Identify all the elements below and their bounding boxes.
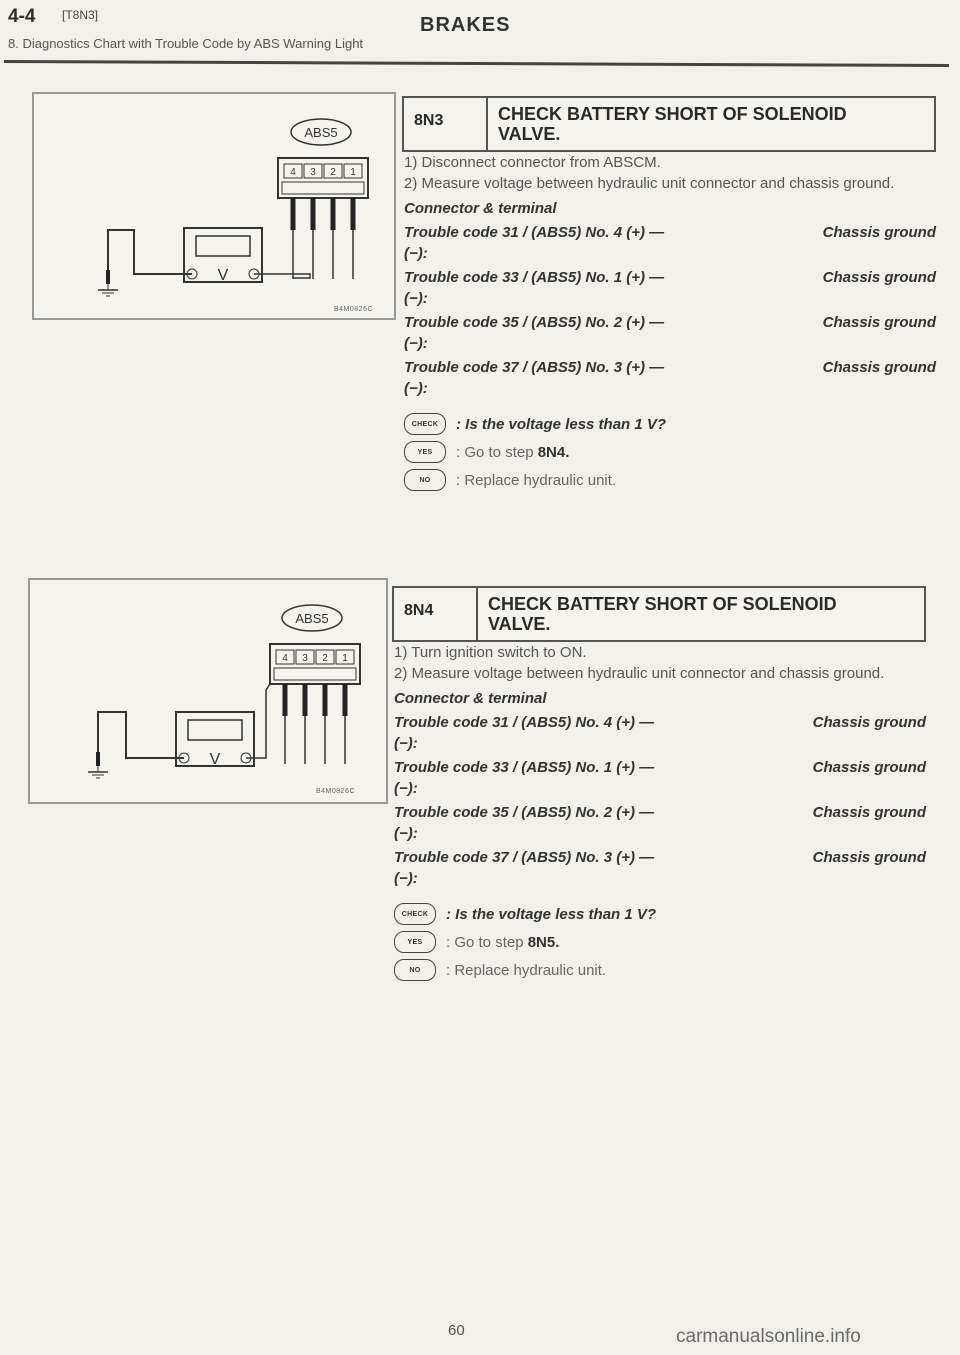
page-number: 60 — [448, 1322, 465, 1339]
terminal-negative: (−): — [394, 735, 418, 752]
voltmeter-label: V — [217, 267, 229, 284]
yes-step-ref: 8N4. — [537, 443, 570, 461]
no-text: : Replace hydraulic unit. — [446, 961, 607, 979]
connector-label: ABS5 — [304, 125, 338, 140]
step-number: 8N4 — [394, 588, 478, 640]
step-body — [402, 152, 936, 491]
terminal-row: Trouble code 33 / (ABS5) No. 1 (+) — Chassis ground — [394, 759, 926, 776]
step-8n3 — [402, 96, 936, 491]
header-rule — [4, 60, 949, 67]
terminal-negative: (−): — [404, 245, 428, 262]
section-tag: [T8N3] — [62, 8, 99, 22]
terminal-negative: (−): — [394, 870, 418, 887]
terminal-row: Trouble code 37 / (ABS5) No. 3 (+) — Chassis ground — [394, 849, 926, 866]
figure-code: B4M0826C — [316, 788, 356, 795]
question-text: : Is the voltage less than 1 V? — [456, 415, 667, 433]
page-header — [0, 0, 960, 80]
check-question — [404, 413, 936, 435]
terminal-row: Trouble code 35 / (ABS5) No. 2 (+) — Chassis ground — [394, 804, 926, 821]
pin-label: 3 — [310, 167, 316, 178]
yes-text: : Go to step — [456, 443, 534, 461]
voltmeter-connector-diagram — [34, 94, 394, 318]
terminal-row: Trouble code 35 / (ABS5) No. 2 (+) — Chassis ground — [404, 314, 936, 331]
voltmeter-connector-diagram — [30, 580, 386, 802]
check-badge-icon: CHECK — [394, 903, 436, 925]
instruction-2: 2) Measure voltage between hydraulic unit connector and chassis ground. — [394, 665, 885, 682]
terminal-row: Trouble code 37 / (ABS5) No. 3 (+) — Chassis ground — [404, 359, 936, 376]
terminal-negative: (−): — [394, 825, 418, 842]
yes-text: : Go to step — [446, 933, 524, 951]
connector-terminal-title: Connector & terminal — [404, 200, 557, 217]
yes-branch — [394, 931, 926, 953]
check-badge-icon: CHECK — [404, 413, 446, 435]
page-section-title: BRAKES — [420, 14, 511, 36]
terminal-negative: (−): — [404, 335, 428, 352]
terminal-row: Trouble code 31 / (ABS5) No. 4 (+) — Chassis ground — [404, 224, 936, 241]
pin-label: 4 — [290, 167, 296, 178]
step-body — [392, 642, 926, 981]
connector-terminal-title: Connector & terminal — [394, 690, 547, 707]
voltmeter-label: V — [209, 751, 221, 768]
pin-label: 1 — [342, 653, 348, 664]
no-badge-icon: NO — [404, 469, 446, 491]
no-badge-icon: NO — [394, 959, 436, 981]
terminal-negative: (−): — [404, 380, 428, 397]
step-title: CHECK BATTERY SHORT OF SOLENOID VALVE. — [488, 594, 837, 634]
terminal-row: Trouble code 33 / (ABS5) No. 1 (+) — Chassis ground — [404, 269, 936, 286]
wiring-figure-8n3 — [32, 92, 396, 320]
step-header — [392, 586, 926, 642]
wiring-figure-8n4 — [28, 578, 388, 804]
connector-label: ABS5 — [295, 611, 329, 626]
no-branch — [394, 959, 926, 981]
pin-label: 3 — [302, 653, 308, 664]
watermark[interactable]: carmanualsonline.info — [676, 1326, 861, 1347]
step-number: 8N3 — [404, 98, 488, 150]
instruction-1: 1) Turn ignition switch to ON. — [394, 644, 587, 661]
page-code: 4-4 — [8, 6, 36, 27]
pin-label: 4 — [282, 653, 288, 664]
no-branch — [404, 469, 936, 491]
yes-branch — [404, 441, 936, 463]
check-question — [394, 903, 926, 925]
pin-label: 2 — [322, 653, 328, 664]
step-title: CHECK BATTERY SHORT OF SOLENOID VALVE. — [498, 104, 847, 144]
question-text: : Is the voltage less than 1 V? — [446, 905, 657, 923]
yes-step-ref: 8N5. — [527, 933, 560, 951]
terminal-negative: (−): — [404, 290, 428, 307]
instruction-2: 2) Measure voltage between hydraulic unit connector and chassis ground. — [404, 175, 895, 192]
step-8n4 — [392, 586, 926, 981]
yes-badge-icon: YES — [404, 441, 446, 463]
terminal-negative: (−): — [394, 780, 418, 797]
figure-code: B4M0826C — [334, 306, 374, 313]
page-subtitle: 8. Diagnostics Chart with Trouble Code by ABS Warning Light — [8, 36, 364, 51]
pin-label: 1 — [350, 167, 356, 178]
instruction-1: 1) Disconnect connector from ABSCM. — [404, 154, 661, 171]
yes-badge-icon: YES — [394, 931, 436, 953]
step-header — [402, 96, 936, 152]
terminal-row: Trouble code 31 / (ABS5) No. 4 (+) — Chassis ground — [394, 714, 926, 731]
pin-label: 2 — [330, 167, 336, 178]
no-text: : Replace hydraulic unit. — [456, 471, 617, 489]
